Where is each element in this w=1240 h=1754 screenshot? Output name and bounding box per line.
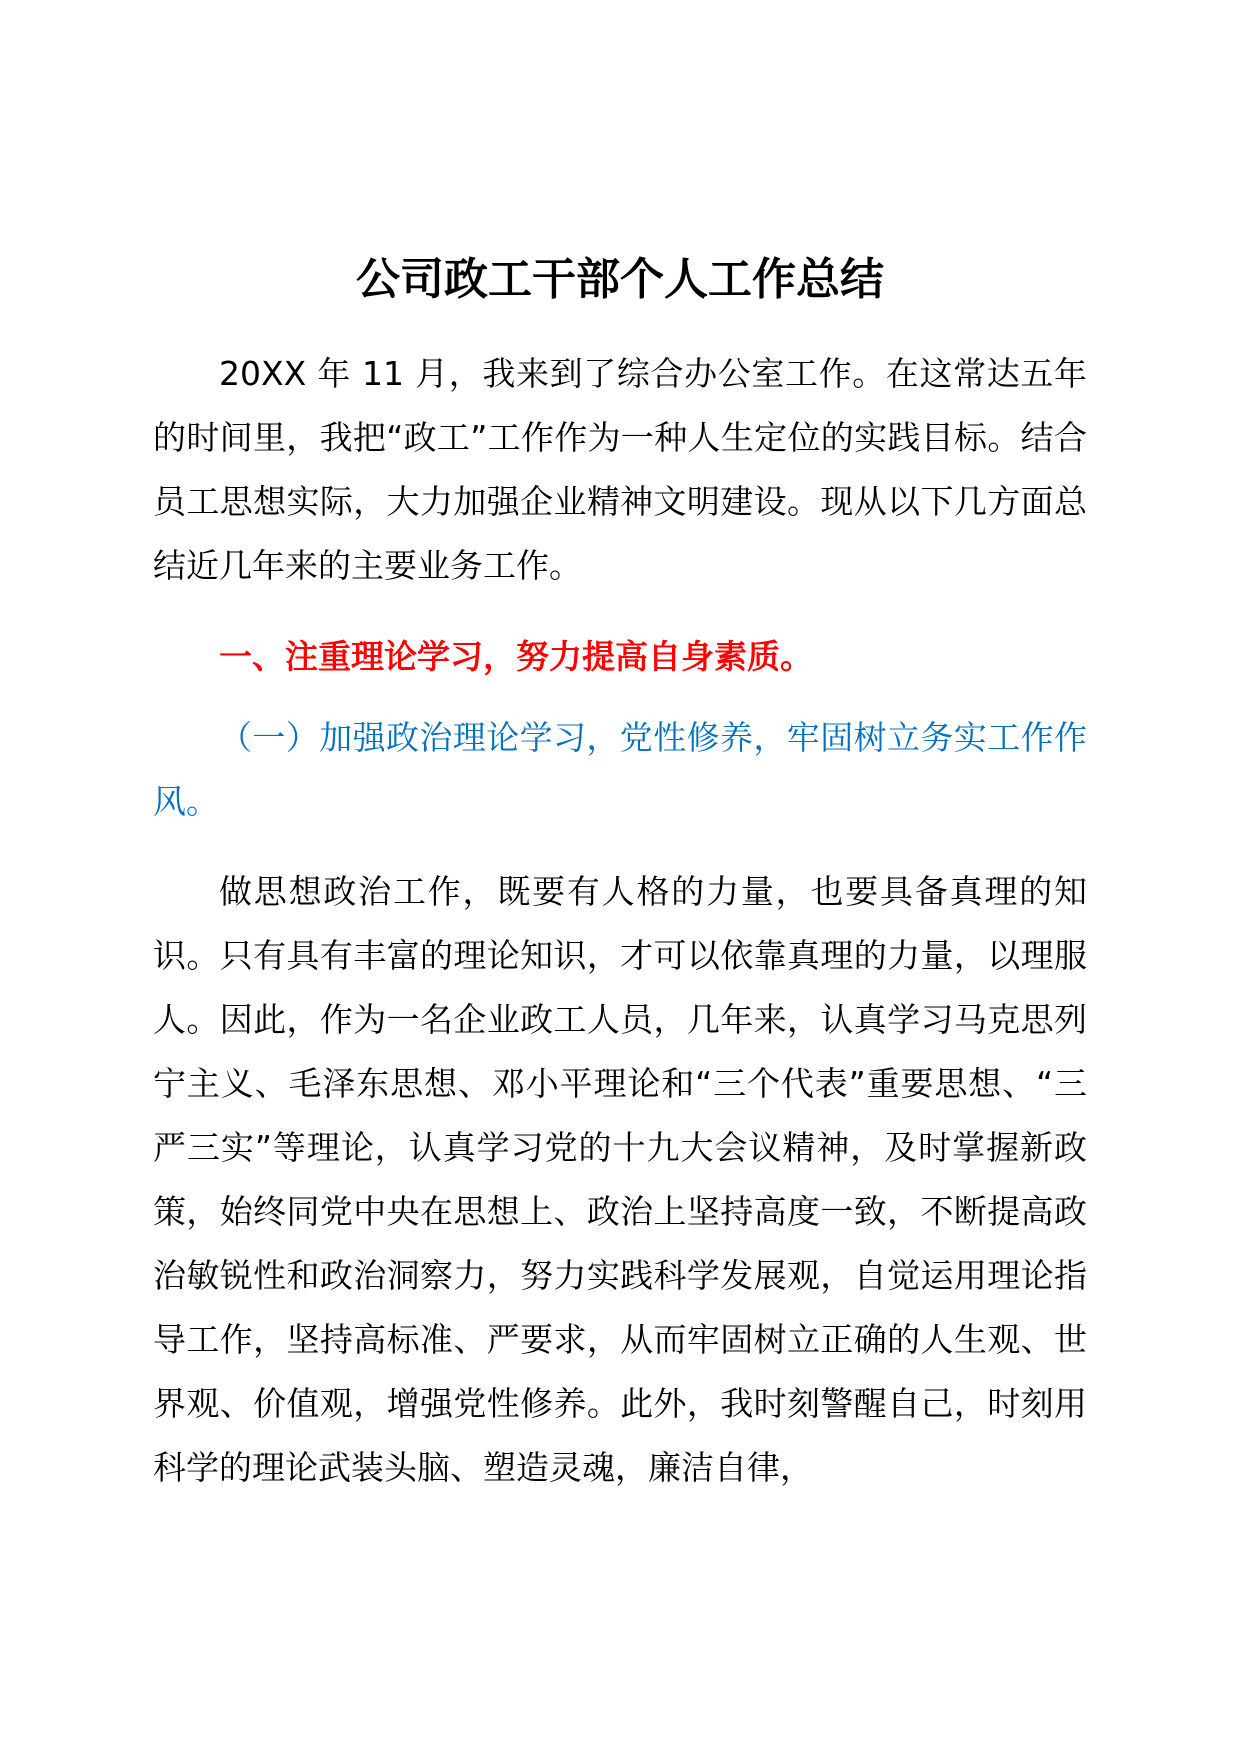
body-paragraph: 做思想政治工作，既要有人格的力量，也要具备真理的知识。只有具有丰富的理论知识，才可以依靠真理的力量，以理服人。因此，作为一名企业政工人员，几年来，认真学习马克思列宁主义、毛泽东思想、邓小平理论和“三个代表”重要思想、“三严三实”等理论，认真学习党的十九大会议精神，及时掌握新政策，始终同党中央在思想上、政治上坚持高度一致，不断提高政治敏锐性和政治洞察力，努力实践科学发展观，自觉运用理论指导工作，坚持高标准、严要求，从而牢固树立正确的人生观、世界观、价值观，增强党性修养。此外，我时刻警醒自己，时刻用科学的理论武装头脑、塑造灵魂，廉洁自律， bbox=[153, 872, 1087, 1487]
subsection-heading: （一）加强政治理论学习，党性修养，牢固树立务实工作作风。 bbox=[153, 718, 1087, 821]
intro-paragraph: 20XX 年 11 月，我来到了综合办公室工作。在这常达五年的时间里，我把“政工”工作作为一种人生定位的实践目标。结合员工思想实际，大力加强企业精神文明建设。现从以下几方面总结近几年来的主要业务工作。 bbox=[153, 354, 1087, 585]
section-heading: 一、注重理论学习，努力提高自身素质。 bbox=[219, 637, 813, 676]
document-title: 公司政工干部个人工作总结 bbox=[356, 254, 884, 305]
